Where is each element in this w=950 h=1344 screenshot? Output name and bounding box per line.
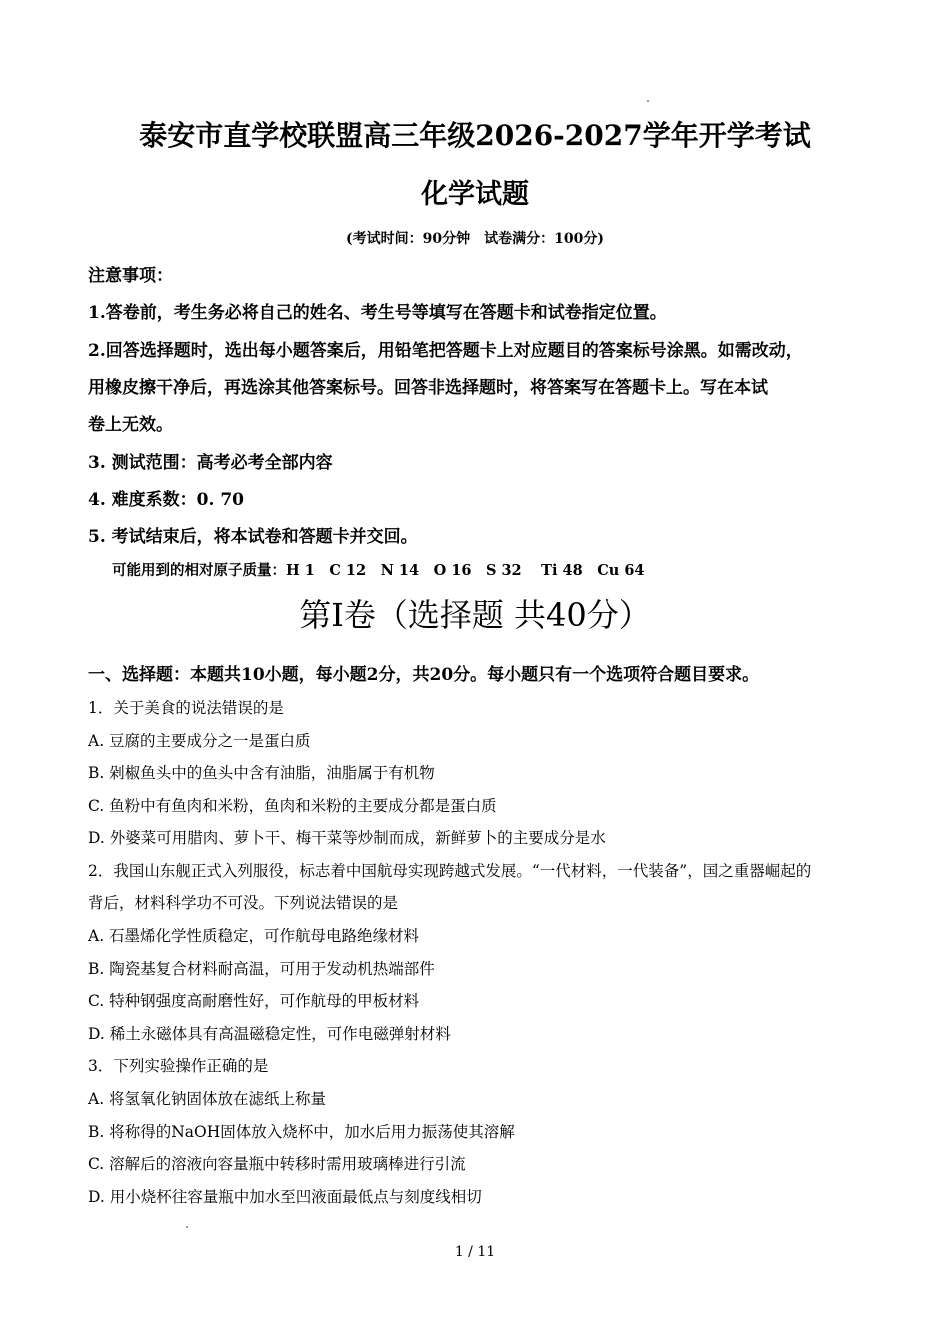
scan-speck [647, 100, 649, 102]
question-2-option: C. 特种钢强度高耐磨性好，可作航母的甲板材料 [88, 992, 420, 1010]
question-3-option: B. 将称得的NaOH固体放入烧杯中，加水后用力振荡使其溶解 [88, 1123, 515, 1141]
exam-title: 泰安市直学校联盟高三年级2026-2027学年开学考试 [139, 119, 811, 152]
exam-subject-title: 化学试题 [421, 179, 529, 210]
note-line: 用橡皮擦干净后，再选涂其他答案标号。回答非选择题时，将答案写在答题卡上。写在本试 [88, 378, 768, 398]
question-3-option: D. 用小烧杯往容量瓶中加水至凹液面最低点与刻度线相切 [88, 1188, 482, 1206]
question-3-option: A. 将氢氧化钠固体放在滤纸上称量 [88, 1090, 327, 1108]
question-3-stem: 3．下列实验操作正确的是 [88, 1057, 269, 1075]
section-title: 第I卷（选择题 共40分） [299, 596, 651, 634]
notes-heading: 注意事项： [88, 266, 173, 286]
exam-info: (考试时间：90分钟 试卷满分：100分) [346, 231, 604, 247]
question-1-stem: 1．关于美食的说法错误的是 [88, 699, 284, 717]
atomic-masses: 可能用到的相对原子质量：H 1 C 12 N 14 O 16 S 32 Ti 48 Cu 64 [112, 562, 645, 579]
question-1-option: A. 豆腐的主要成分之一是蛋白质 [88, 732, 311, 750]
question-2-stem: 背后，材料科学功不可没。下列说法错误的是 [88, 894, 399, 912]
question-2-stem: 2．我国山东舰正式入列服役，标志着中国航母实现跨越式发展。“一代材料，一代装备”，国之重器崛起的 [88, 862, 812, 880]
part-heading: 一、选择题：本题共10小题，每小题2分，共20分。每小题只有一个选项符合题目要求。 [88, 665, 760, 685]
note-line: 4. 难度系数：0. 70 [88, 490, 244, 510]
page-number: 1 / 11 [454, 1244, 496, 1260]
note-line: 3. 测试范围：高考必考全部内容 [88, 453, 333, 473]
note-line: 2.回答选择题时，选出每小题答案后，用铅笔把答题卡上对应题目的答案标号涂黑。如需改动， [88, 341, 803, 361]
note-line: 卷上无效。 [88, 415, 173, 435]
note-line: 1.答卷前，考生务必将自己的姓名、考生号等填写在答题卡和试卷指定位置。 [88, 303, 667, 323]
question-2-option: A. 石墨烯化学性质稳定，可作航母电路绝缘材料 [88, 927, 420, 945]
question-1-option: B. 剁椒鱼头中的鱼头中含有油脂，油脂属于有机物 [88, 764, 435, 782]
question-2-option: D. 稀土永磁体具有高温磁稳定性，可作电磁弹射材料 [88, 1025, 451, 1043]
scan-speck [186, 1226, 188, 1228]
question-1-option: D. 外婆菜可用腊肉、萝卜干、梅干菜等炒制而成，新鲜萝卜的主要成分是水 [88, 829, 606, 847]
question-3-option: C. 溶解后的溶液向容量瓶中转移时需用玻璃棒进行引流 [88, 1155, 466, 1173]
note-line: 5. 考试结束后，将本试卷和答题卡并交回。 [88, 527, 418, 547]
question-1-option: C. 鱼粉中有鱼肉和米粉，鱼肉和米粉的主要成分都是蛋白质 [88, 797, 497, 815]
question-2-option: B. 陶瓷基复合材料耐高温，可用于发动机热端部件 [88, 960, 435, 978]
